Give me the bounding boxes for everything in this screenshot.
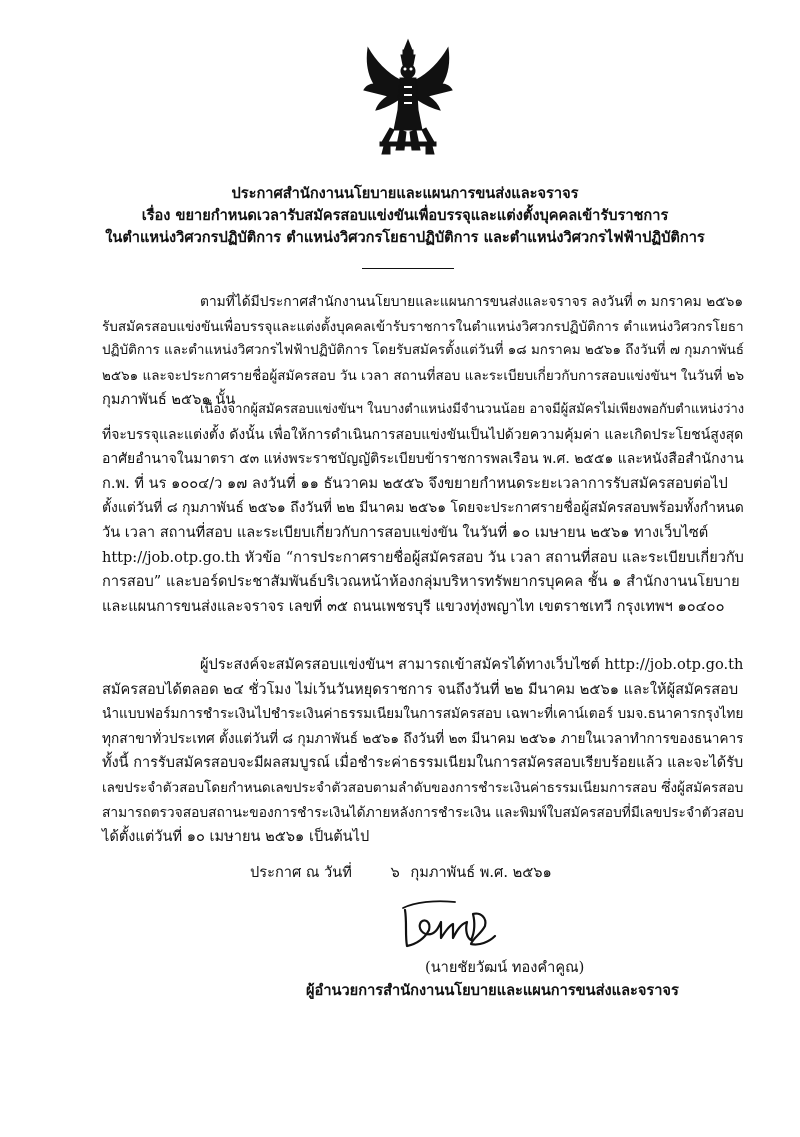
paragraph-line: ตามที่ได้มีประกาศสำนักงานนโยบายและแผนการขนส่งและจราจร ลงวันที่ ๓ มกราคม ๒๕๖๑ xyxy=(200,294,744,310)
paragraph-background xyxy=(102,290,744,413)
paragraph-line: ได้ตั้งแต่วันที่ ๑๐ เมษายน ๒๕๖๑ เป็นต้นไป xyxy=(102,828,370,846)
header-divider xyxy=(362,268,454,269)
paragraph-line: สามารถตรวจสอบสถานะของการชำระเงินได้ภายหลังการชำระเงิน และพิมพ์ใบสมัครสอบที่มีเลขประจำตัวสอบ xyxy=(102,804,744,821)
paragraph-line: กุมภาพันธ์ ๒๕๖๑ นั้น xyxy=(102,391,236,409)
handwritten-signature xyxy=(395,892,505,958)
paragraph-line: อาศัยอำนาจในมาตรา ๕๓ แห่งพระราชบัญญัติระเบียบข้าราชการพลเรือน พ.ศ. ๒๕๕๑ และหนังสือสำนักงาน xyxy=(102,451,744,468)
paragraph-line: เลขประจำตัวสอบโดยกำหนดเลขประจำตัวสอบตามลำดับของการชำระเงินค่าธรรมเนียมการสอบ ซึ่งผู้สมัครสอบ xyxy=(102,779,744,796)
paragraph-application xyxy=(102,653,744,850)
paragraph-line: นำแบบฟอร์มการชำระเงินไปชำระเงินค่าธรรมเนียมในการสมัครสอบ เฉพาะที่เคาน์เตอร์ บมจ.ธนาคารกรุงไทย xyxy=(102,706,744,723)
paragraph-line: ผู้ประสงค์จะสมัครสอบแข่งขันฯ สามารถเข้าสมัครได้ทางเว็บไซต์ http://job.otp.go.th xyxy=(200,656,744,673)
paragraph-line: ตั้งแต่วันที่ ๘ กุมภาพันธ์ ๒๕๖๑ ถึงวันที่ ๒๒ มีนาคม ๒๕๖๑ โดยจะประกาศรายชื่อผู้สมัครสอบพร้อมทั้งกำหนด xyxy=(102,500,744,517)
date-prefix: ประกาศ ณ วันที่ xyxy=(250,864,352,881)
paragraph-line: ทุกสาขาทั่วประเทศ ตั้งแต่วันที่ ๘ กุมภาพันธ์ ๒๕๖๑ ถึงวันที่ ๒๓ มีนาคม ๒๕๖๑ ภายในเวลาทำการของธนาคาร xyxy=(102,730,744,747)
paragraph-line: และแผนการขนส่งและจราจร เลขที่ ๓๕ ถนนเพชรบุรี แขวงทุ่งพญาไท เขตราชเทวี กรุงเทพฯ ๑๐๔๐๐ xyxy=(102,597,725,615)
date-month-year: กุมภาพันธ์ พ.ศ. ๒๕๖๑ xyxy=(410,864,552,881)
announcement-subject-continued: ในตำแหน่งวิศวกรปฏิบัติการ ตำแหน่งวิศวกรโยธาปฏิบัติการ และตำแหน่งวิศวกรไฟฟ้าปฏิบัติการ xyxy=(105,229,705,246)
paragraph-line: การสอบ” และบอร์ดประชาสัมพันธ์บริเวณหน้าห้องกลุ่มบริหารทรัพยากรบุคคล ชั้น ๑ สำนักงานนโยบาย xyxy=(102,573,740,591)
signer-position: ผู้อำนวยการสำนักงานนโยบายและแผนการขนส่งและจราจร xyxy=(306,982,679,999)
announcement-header xyxy=(60,183,750,249)
garuda-emblem-icon xyxy=(360,38,456,156)
paragraph-line: สมัครสอบได้ตลอด ๒๔ ชั่วโมง ไม่เว้นวันหยุดราชการ จนถึงวันที่ ๒๒ มีนาคม ๒๕๖๑ และให้ผู้สมัครสอบ xyxy=(102,680,739,698)
announcement-date xyxy=(250,861,552,885)
date-day: ๖ xyxy=(390,864,400,881)
paragraph-line: ทั้งนี้ การรับสมัครสอบจะมีผลสมบูรณ์ เมื่อชำระค่าธรรมเนียมในการสมัครสอบเรียบร้อยแล้ว และจะได้รับ xyxy=(102,755,744,772)
signer-name: (นายชัยวัฒน์ ทองคำคูณ) xyxy=(425,959,585,976)
paragraph-line: รับสมัครสอบแข่งขันเพื่อบรรจุและแต่งตั้งบุคคลเข้ารับราชการในตำแหน่งวิศวกรปฏิบัติการ ตำแหน่งวิศวกรโยธา xyxy=(102,318,744,335)
paragraph-extension xyxy=(102,398,744,619)
announcement-subject: เรื่อง ขยายกำหนดเวลารับสมัครสอบแข่งขันเพื่อบรรจุและแต่งตั้งบุคคลเข้ารับราชการ xyxy=(141,207,669,224)
paragraph-line: เนื่องจากผู้สมัครสอบแข่งขันฯ ในบางตำแหน่งมีจำนวนน้อย อาจมีผู้สมัครไม่เพียงพอกับตำแหน่งว่าง xyxy=(200,402,745,417)
announcement-title: ประกาศสำนักงานนโยบายและแผนการขนส่งและจราจร xyxy=(231,185,579,202)
paragraph-line: ก.พ. ที่ นร ๑๐๐๔/ว ๑๗ ลงวันที่ ๑๑ ธันวาคม ๒๕๕๖ จึงขยายกำหนดระยะเวลาการรับสมัครสอบต่อไป xyxy=(102,474,728,492)
paragraph-line: http://job.otp.go.th หัวข้อ “การประกาศรายชื่อผู้สมัครสอบ วัน เวลา สถานที่สอบ และระเบียบเกี่ยวกับ xyxy=(102,549,744,566)
paragraph-line: ๒๕๖๑ และจะประกาศรายชื่อผู้สมัครสอบ วัน เวลา สถานที่สอบ และระเบียบเกี่ยวกับการสอบแข่งขันฯ ในวันที่ ๒๖ xyxy=(102,367,745,384)
paragraph-line: ปฏิบัติการ และตำแหน่งวิศวกรไฟฟ้าปฏิบัติการ โดยรับสมัครตั้งแต่วันที่ ๑๘ มกราคม ๒๕๖๑ ถึงวันที่ ๗ กุมภาพันธ์ xyxy=(102,343,744,359)
paragraph-line: วัน เวลา สถานที่สอบ และระเบียบเกี่ยวกับการสอบแข่งขัน ในวันที่ ๑๐ เมษายน ๒๕๖๑ ทางเว็บไซต์ xyxy=(102,523,709,541)
paragraph-line: ที่จะบรรจุและแต่งตั้ง ดังนั้น เพื่อให้การดำเนินการสอบแข่งขันเป็นไปด้วยความคุ้มค่า และเกิดประโยชน์สูงสุด xyxy=(102,426,744,443)
